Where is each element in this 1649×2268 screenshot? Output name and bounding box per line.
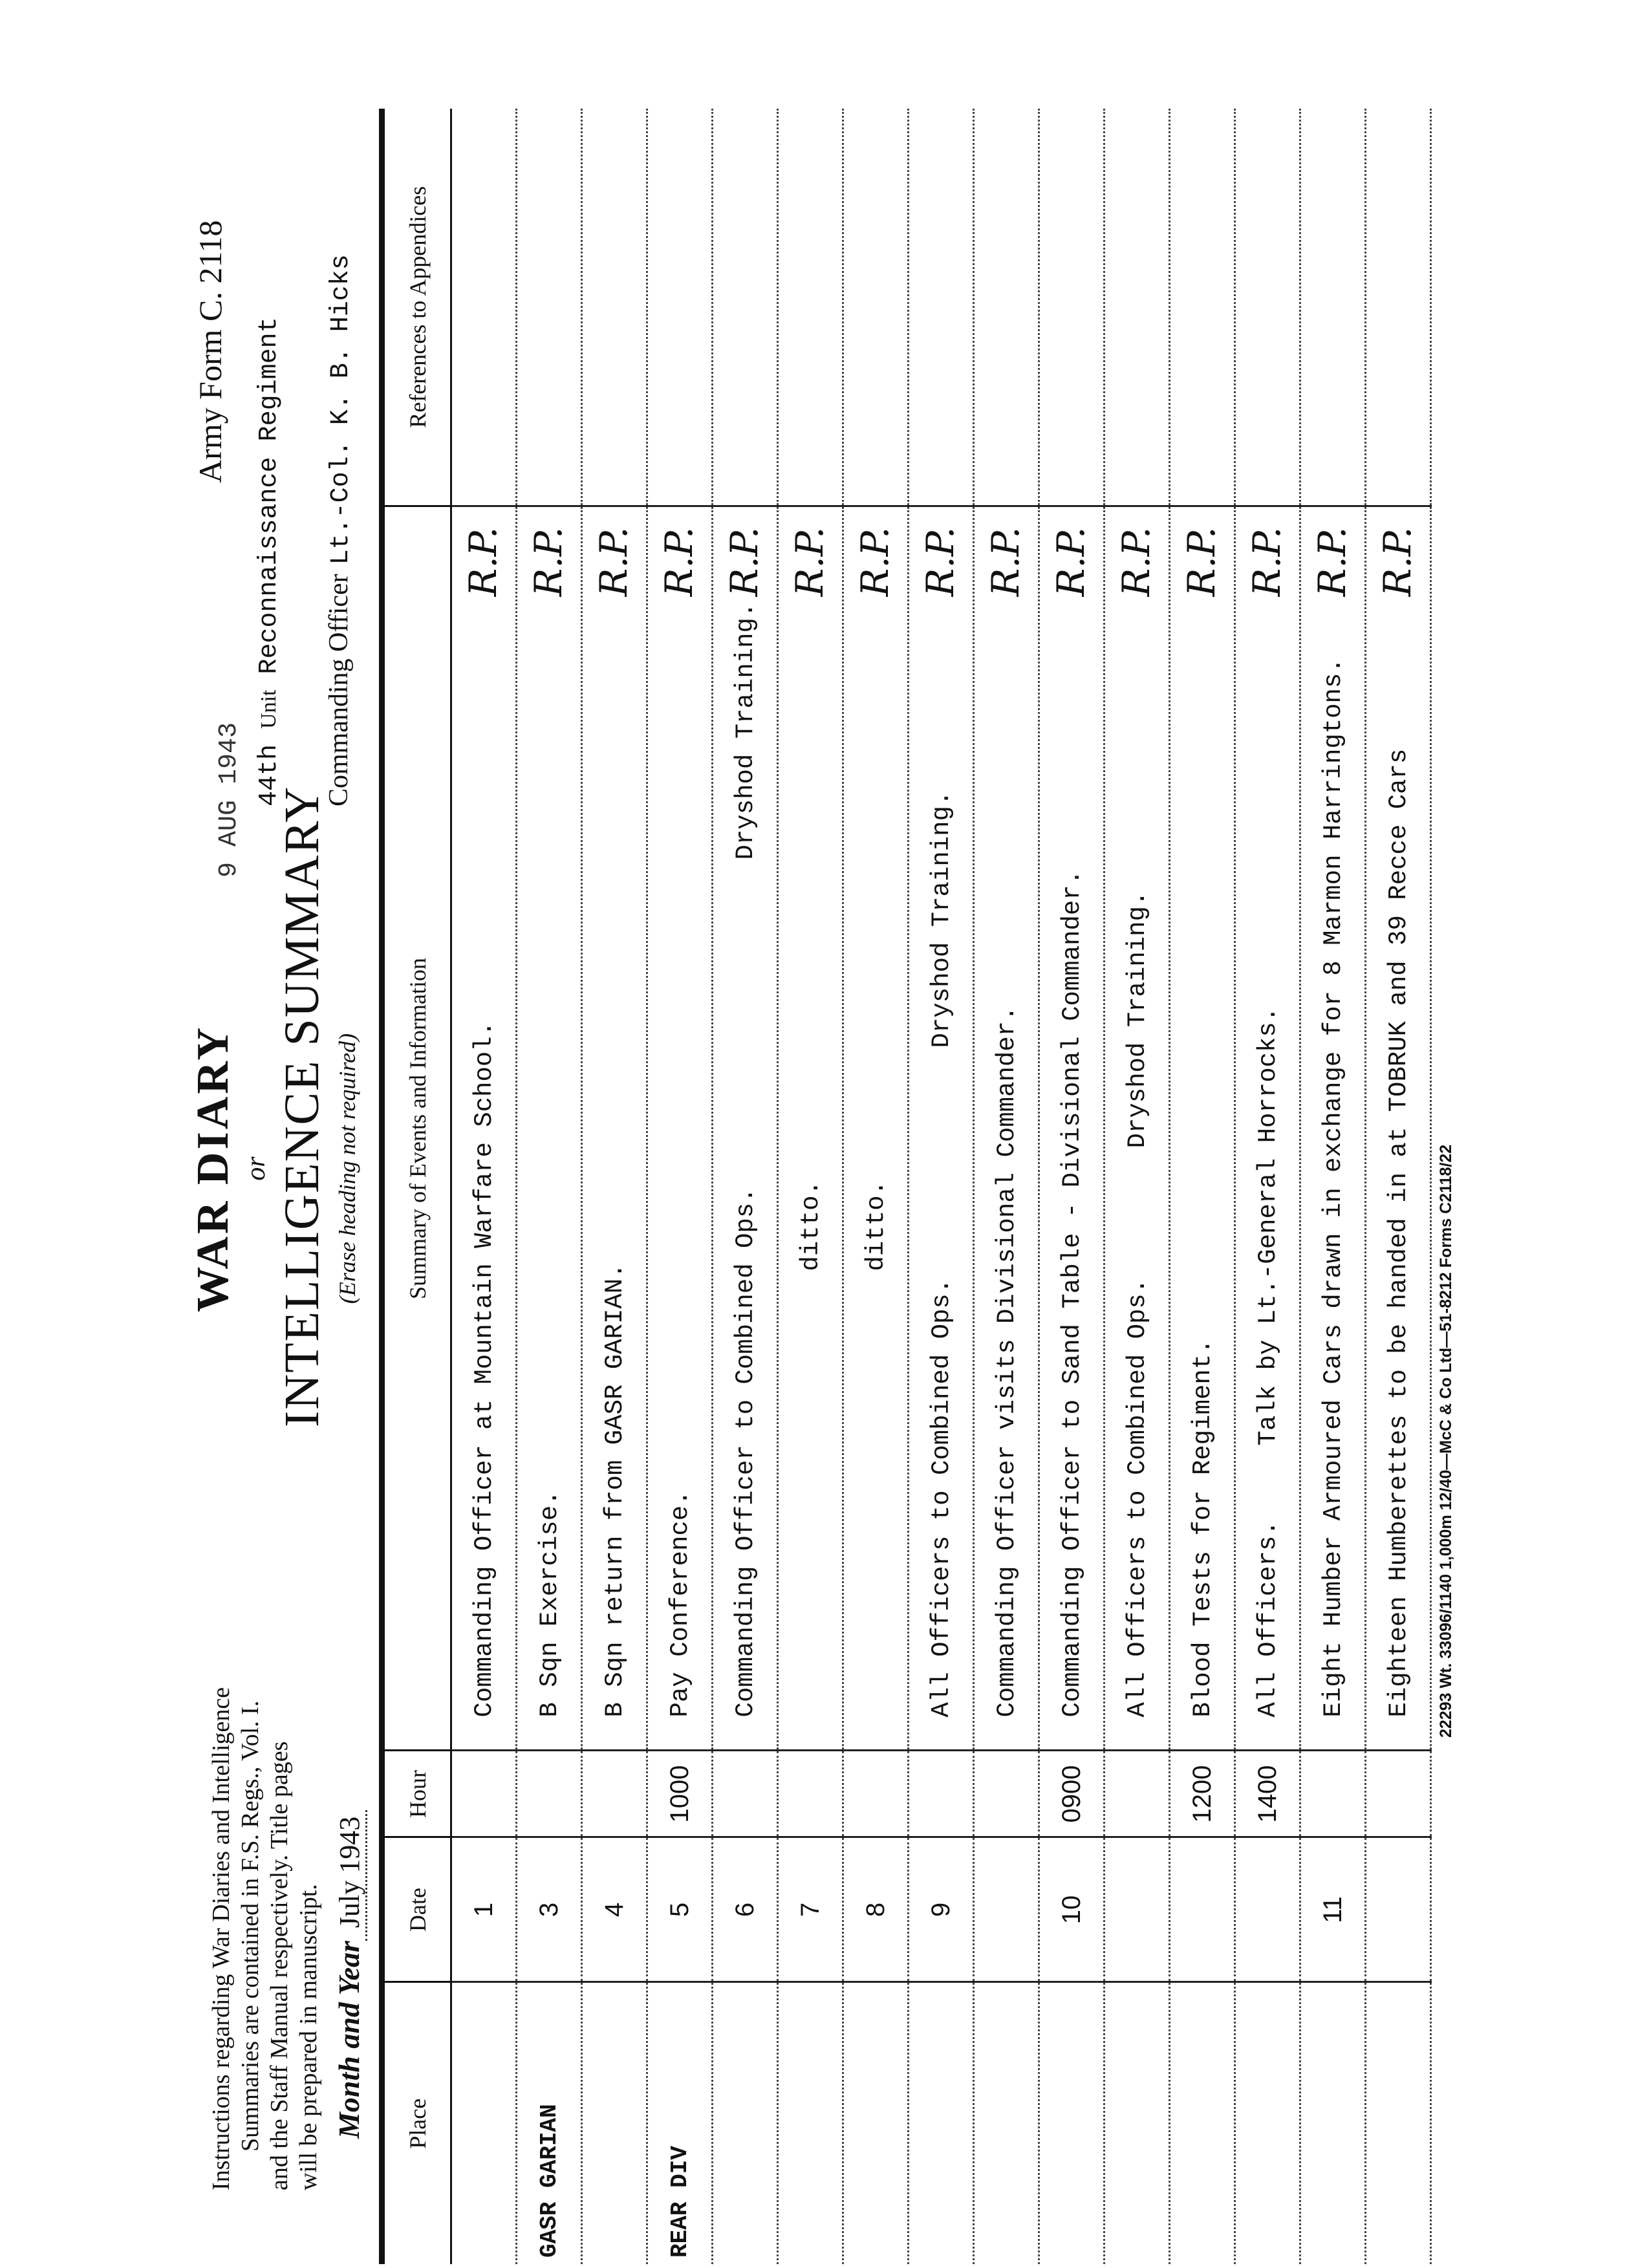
cell-date: 11 (1300, 1837, 1366, 1982)
title-war-diary: WAR DIARY (188, 1025, 238, 1312)
handwritten-initials: R.P. (1375, 526, 1419, 597)
summary-text: Eight Humber Armoured Cars drawn in exchange for 8 Marmon Harringtons. (1319, 658, 1348, 1718)
printer-line: 22293 Wt. 33096/1140 1,000m 12/40—McC & Co Ltd—51-8212 Forms C2118/22 (1437, 1144, 1455, 1738)
column-header-place: Place (382, 1982, 451, 2264)
cell-place (582, 1982, 647, 2264)
cell-references (451, 109, 517, 506)
cell-hour (582, 1751, 647, 1837)
handwritten-initials: R.P. (1180, 526, 1223, 597)
summary-text: Commanding Officer to Sand Table - Divisional Commander. (1058, 869, 1086, 1718)
cell-hour (778, 1751, 843, 1837)
cell-summary (843, 506, 909, 1751)
cell-references (1235, 109, 1300, 506)
cell-summary (451, 506, 517, 1751)
commanding-officer-field (322, 254, 358, 806)
cell-place (843, 1982, 909, 2264)
cell-date (1105, 1837, 1170, 1982)
handwritten-initials: R.P. (526, 526, 570, 597)
cell-place (1300, 1982, 1366, 2264)
erase-note: (Erase heading not required) (334, 1033, 360, 1304)
table-row (517, 109, 582, 2264)
handwritten-initials: R.P. (1049, 526, 1093, 597)
handwritten-initials: R.P. (788, 526, 832, 597)
column-header-hour: Hour (382, 1751, 451, 1837)
handwritten-initials: R.P. (1245, 526, 1289, 597)
summary-text: All Officers to Combined Ops. (1123, 1278, 1152, 1718)
cell-hour (1105, 1751, 1170, 1837)
cell-summary (1366, 506, 1431, 1751)
table-row (909, 109, 974, 2264)
cell-summary (1170, 506, 1235, 1751)
cell-date (974, 1837, 1039, 1982)
summary-text-continued: ditto. (797, 1180, 825, 1271)
summary-text-continued: Dryshod Training. (731, 602, 760, 860)
cell-references (778, 109, 843, 506)
cell-place (909, 1982, 974, 2264)
handwritten-initials: R.P. (1114, 526, 1158, 597)
cell-date (1366, 1837, 1431, 1982)
summary-text: Commanding Officer visits Divisional Commander. (993, 1006, 1021, 1718)
co-value: Lt.-Col. K. B. Hicks (327, 254, 356, 565)
cell-place (451, 1982, 517, 2264)
summary-text: Pay Conference. (666, 1490, 695, 1718)
summary-text-continued: ditto. (862, 1180, 890, 1271)
unit-label: Unit (257, 689, 281, 729)
month-label: Month and Year (332, 1941, 365, 2139)
handwritten-initials: R.P. (657, 526, 701, 597)
cell-hour (713, 1751, 778, 1837)
column-header-references: References to Appendices (382, 109, 451, 506)
cell-references (647, 109, 713, 506)
summary-text-continued: Dryshod Training. (1123, 891, 1152, 1149)
month-and-year (331, 1810, 368, 2139)
cell-references (517, 109, 582, 506)
table-row (451, 109, 517, 2264)
handwritten-initials: R.P. (853, 526, 897, 597)
cell-date: 7 (778, 1837, 843, 1982)
cell-place (1105, 1982, 1170, 2264)
cell-hour: 1400 (1235, 1751, 1300, 1837)
cell-hour: 0900 (1039, 1751, 1105, 1837)
table-row (582, 109, 647, 2264)
cell-references (974, 109, 1039, 506)
cell-date: 8 (843, 1837, 909, 1982)
cell-place (1039, 1982, 1105, 2264)
handwritten-initials: R.P. (918, 526, 962, 597)
summary-text-continued: Dryshod Training. (927, 790, 956, 1048)
cell-hour: 1200 (1170, 1751, 1235, 1837)
cell-place (713, 1982, 778, 2264)
cell-hour (517, 1751, 582, 1837)
summary-text: Commanding Officer to Combined Ops. (731, 1187, 760, 1718)
table-row (974, 109, 1039, 2264)
cell-date: 3 (517, 1837, 582, 1982)
cell-date: 1 (451, 1837, 517, 1982)
cell-summary (1105, 506, 1170, 1751)
handwritten-initials: R.P. (1310, 526, 1354, 597)
handwritten-initials: R.P. (592, 526, 636, 597)
table-header (382, 109, 451, 2264)
form-number: Army Form C. 2118 (192, 220, 228, 483)
summary-text: All Officers. (1254, 1520, 1282, 1718)
table-row (843, 109, 909, 2264)
cell-place: GASR GARIAN (517, 1982, 582, 2264)
summary-text: All Officers to Combined Ops. (927, 1278, 956, 1718)
cell-references (1366, 109, 1431, 506)
cell-summary (517, 506, 582, 1751)
cell-hour (1366, 1751, 1431, 1837)
column-header-date: Date (382, 1837, 451, 1982)
title-intelligence-summary: INTELLIGENCE SUMMARY (275, 785, 329, 1427)
cell-place: REAR DIV (647, 1982, 713, 2264)
handwritten-initials: R.P. (722, 526, 766, 597)
summary-text-continued: Talk by Lt.-General Horrocks. (1254, 1006, 1282, 1446)
table-row (1235, 109, 1300, 2264)
table-row (778, 109, 843, 2264)
cell-date: 5 (647, 1837, 713, 1982)
unit-field (253, 317, 285, 806)
summary-text: Blood Tests for Regiment. (1189, 1339, 1217, 1718)
cell-date: 6 (713, 1837, 778, 1982)
cell-date: 9 (909, 1837, 974, 1982)
table-row (1366, 109, 1431, 2264)
diary-table (379, 109, 1432, 2264)
cell-references (582, 109, 647, 506)
table-row (647, 109, 713, 2264)
table-row (1300, 109, 1366, 2264)
summary-text: Commanding Officer at Mountain Warfare School. (470, 1021, 499, 1718)
cell-summary (713, 506, 778, 1751)
cell-summary (647, 506, 713, 1751)
cell-date (1235, 1837, 1300, 1982)
month-value: July 1943 (334, 1810, 367, 1941)
cell-place (974, 1982, 1039, 2264)
cell-hour (909, 1751, 974, 1837)
table-row (1105, 109, 1170, 2264)
cell-summary (1300, 506, 1366, 1751)
co-label: Commanding Officer (324, 574, 354, 806)
table-row (713, 109, 778, 2264)
cell-place (1235, 1982, 1300, 2264)
instructions-line: and the Staff Manual respectively. Title pages (266, 1741, 293, 2190)
cell-summary (582, 506, 647, 1751)
handwritten-initials: R.P. (461, 526, 505, 597)
cell-hour: 1000 (647, 1751, 713, 1837)
cell-place (1366, 1982, 1431, 2264)
summary-text: Eighteen Humberettes to be handed in at TOBRUK and 39 Recce Cars (1385, 748, 1413, 1718)
cell-summary (1235, 506, 1300, 1751)
cell-place (1170, 1982, 1235, 2264)
summary-text: B Sqn Exercise. (535, 1490, 564, 1718)
cell-hour (1300, 1751, 1366, 1837)
instructions-line: Instructions regarding War Diaries and Intelligence (208, 1687, 235, 2190)
cell-summary (974, 506, 1039, 1751)
instructions-line: will be prepared in manuscript. (295, 1884, 322, 2190)
cell-date (1170, 1837, 1235, 1982)
instructions-line: Summaries are contained in F.S. Regs., Vol. I. (237, 1700, 264, 2152)
column-header-summary: Summary of Events and Information (382, 506, 451, 1751)
cell-date: 10 (1039, 1837, 1105, 1982)
cell-hour (451, 1751, 517, 1837)
table-row (1170, 109, 1235, 2264)
cell-references (1105, 109, 1170, 506)
unit-value: 44th (255, 744, 284, 806)
cell-references (1039, 109, 1105, 506)
cell-date: 4 (582, 1837, 647, 1982)
cell-references (1300, 109, 1366, 506)
cell-hour (843, 1751, 909, 1837)
summary-text: B Sqn return from GASR GARIAN. (601, 1263, 629, 1718)
date-stamp: 9 AUG 1943 (215, 722, 244, 878)
cell-references (1170, 109, 1235, 506)
cell-references (843, 109, 909, 506)
title-or: or (241, 1156, 271, 1181)
cell-references (909, 109, 974, 506)
table-row (1039, 109, 1105, 2264)
handwritten-initials: R.P. (984, 526, 1028, 597)
cell-summary (909, 506, 974, 1751)
cell-summary (1039, 506, 1105, 1751)
cell-hour (974, 1751, 1039, 1837)
unit-name: Reconnaissance Regiment (255, 317, 284, 675)
instructions (207, 1544, 323, 2190)
cell-place (778, 1982, 843, 2264)
cell-summary (778, 506, 843, 1751)
cell-references (713, 109, 778, 506)
